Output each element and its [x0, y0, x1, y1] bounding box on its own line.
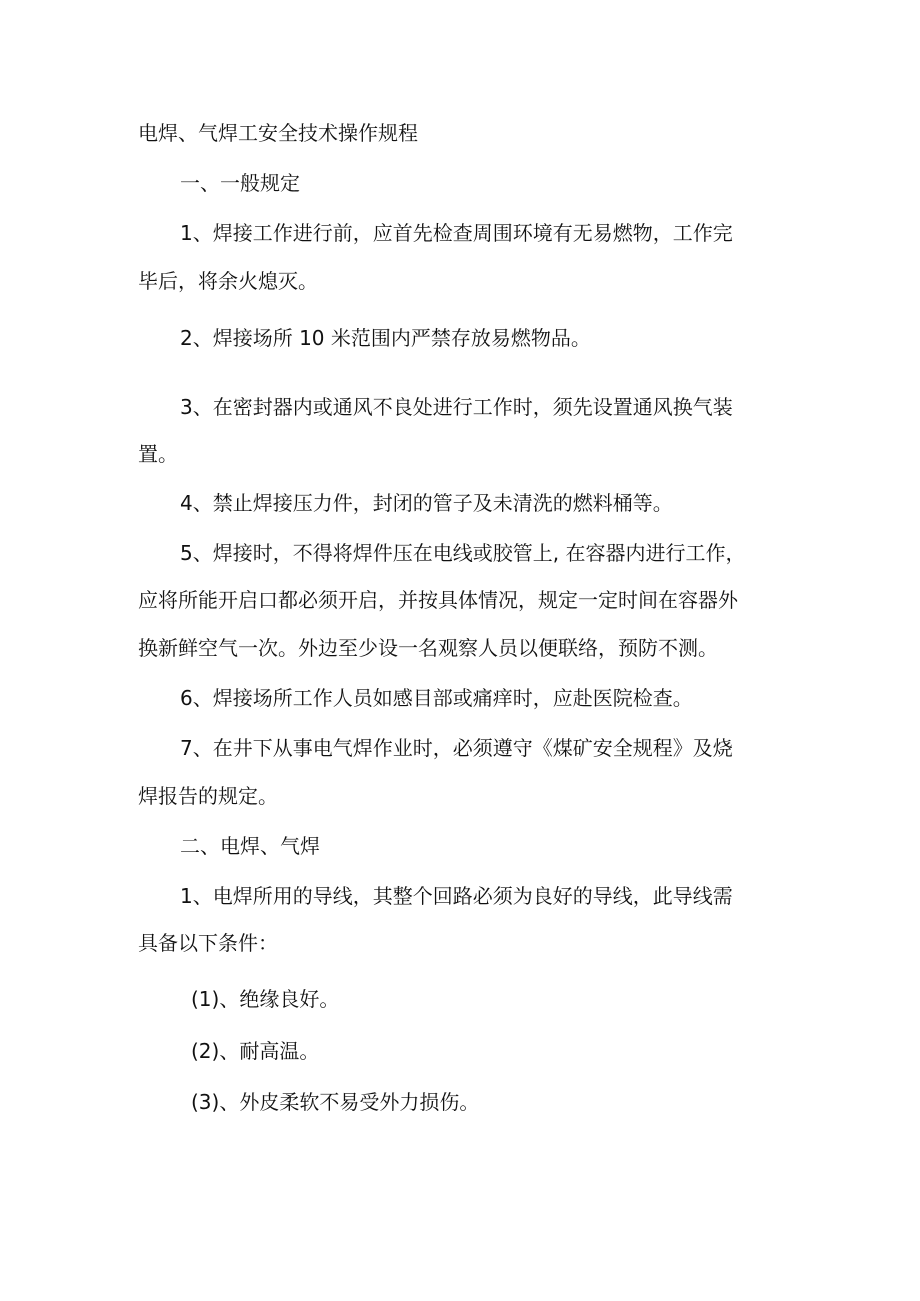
paragraph-7-line-2: 焊报告的规定。 [138, 784, 278, 808]
paragraph-4: 4、禁止焊接压力件，封闭的管子及未清洗的燃料桶等。 [180, 491, 673, 515]
section-heading-general: 一、一般规定 [180, 171, 300, 195]
paragraph-1-line-1: 1、焊接工作进行前，应首先检查周围环境有无易燃物，工作完 [180, 221, 733, 245]
paragraph-7-line-1: 7、在井下从事电气焊作业时，必须遵守《煤矿安全规程》及烧 [180, 736, 733, 760]
section-heading-welding: 二、电焊、气焊 [180, 834, 320, 858]
paragraph-8-line-2: 具备以下条件： [138, 931, 278, 955]
paragraph-2: 2、焊接场所 10 米范围内严禁存放易燃物品。 [180, 326, 591, 350]
document-title: 电焊、气焊工安全技术操作规程 [138, 121, 418, 145]
paragraph-6: 6、焊接场所工作人员如感目部或痛痒时，应赴医院检查。 [180, 686, 693, 710]
paragraph-8-line-1: 1、电焊所用的导线，其整个回路必须为良好的导线，此导线需 [180, 884, 733, 908]
paragraph-5-line-3: 换新鲜空气一次。外边至少设一名观察人员以便联络，预防不测。 [138, 636, 718, 660]
subitem-2: (2)、耐高温。 [191, 1039, 320, 1063]
paragraph-5-line-2: 应将所能开启口都必须开启，并按具体情况，规定一定时间在容器外 [138, 588, 738, 612]
paragraph-3-line-2: 置。 [138, 442, 178, 466]
paragraph-1-line-2: 毕后，将余火熄灭。 [138, 269, 318, 293]
subitem-3: (3)、外皮柔软不易受外力损伤。 [191, 1090, 480, 1114]
paragraph-5-line-1: 5、焊接时，不得将焊件压在电线或胶管上, 在容器内进行工作， [180, 541, 746, 565]
subitem-1: (1)、绝缘良好。 [191, 987, 340, 1011]
paragraph-3-line-1: 3、在密封器内或通风不良处进行工作时，须先设置通风换气装 [180, 395, 733, 419]
